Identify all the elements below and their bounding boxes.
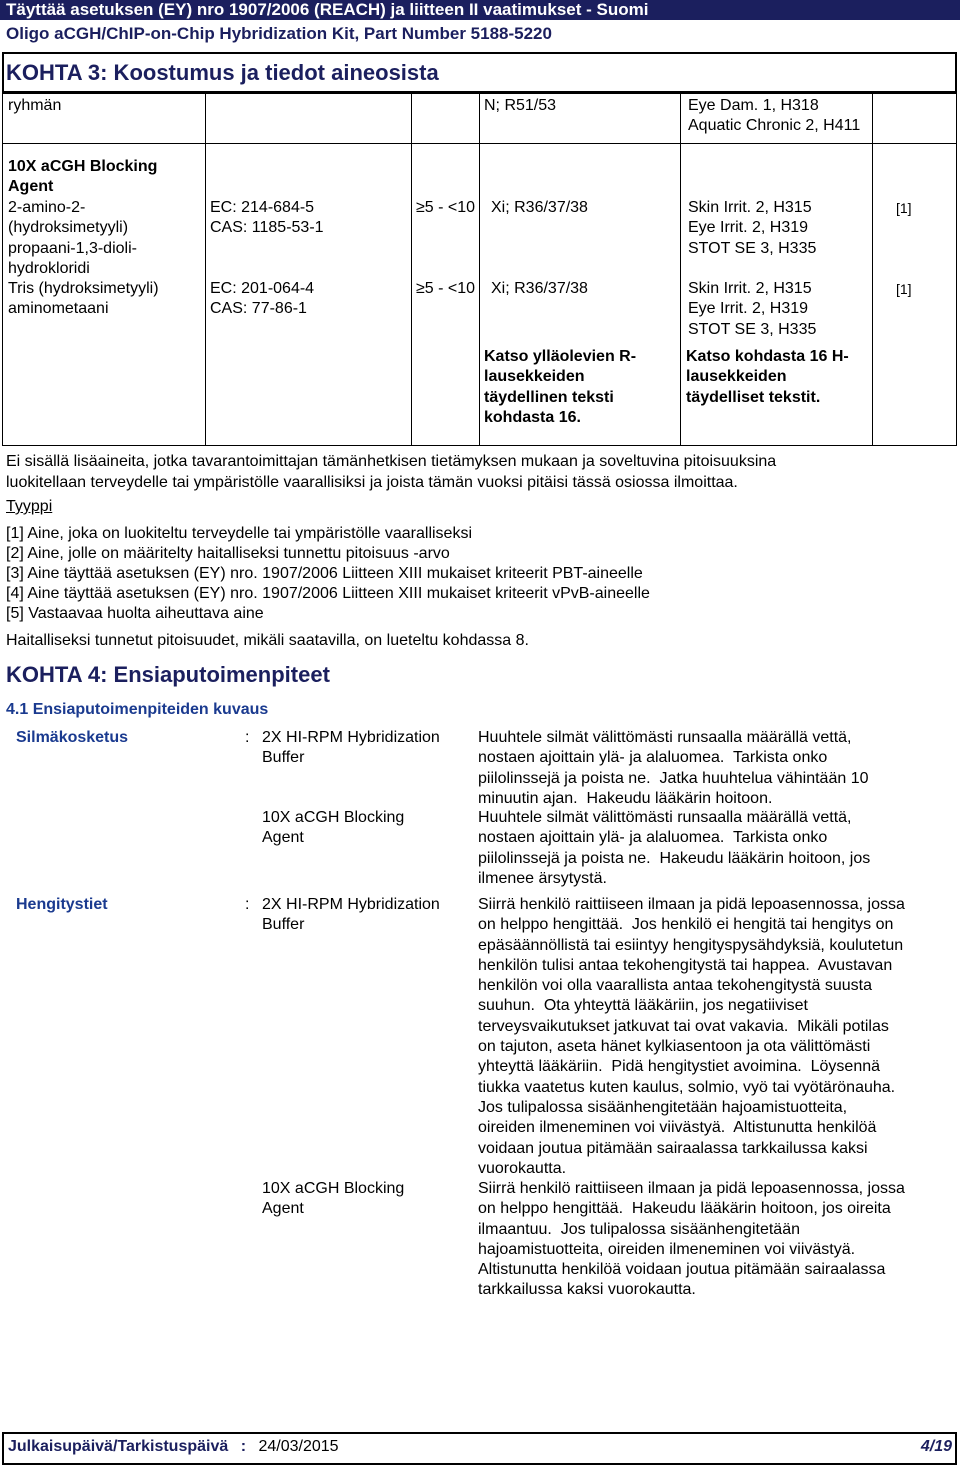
type-item: [3] Aine täyttää asetuksen (EY) nro. 1907/2006 Liitteen XIII mukaiset kriteerit PBT-aineelle bbox=[6, 565, 643, 582]
table-note-r-phrases: Katso ylläolevien R- lausekkeiden täydellinen teksti kohdasta 16. bbox=[484, 348, 637, 426]
footer-date-value: 24/03/2015 bbox=[258, 1438, 339, 1455]
table-cell-name: Tris (hydroksimetyyli) aminometaani bbox=[8, 280, 159, 318]
table-group-heading: 10X aCGH Blocking Agent bbox=[8, 158, 158, 196]
table-cell-ids: EC: 201-064-4 CAS: 77-86-1 bbox=[210, 280, 315, 318]
table-note-h-phrases: Katso kohdasta 16 H- lausekkeiden täydelliset tekstit. bbox=[686, 348, 849, 406]
footer-date-label: Julkaisupäivä/Tarkistuspäivä bbox=[8, 1438, 229, 1455]
table-cell-dsd: N; R51/53 bbox=[484, 97, 557, 114]
table-cell-type: [1] bbox=[896, 281, 912, 297]
table-col-divider bbox=[411, 93, 412, 446]
eye-contact-instructions: Huuhtele silmät välittömästi runsaalla määrällä vettä, nostaen ajoittain ylä- ja alaluomea. Tarkista onko piilolinssejä ja poista ne. Jatka huuhtelua vähintään 10 minuutin ajan. Hakeudu lääkärin hoitoon. bbox=[478, 729, 869, 807]
exposure-limits-note: Haitalliseksi tunnetut pitoisuudet, mikäli saatavilla, on lueteltu kohdassa 8. bbox=[6, 632, 529, 649]
section-3-title: KOHTA 3: Koostumus ja tiedot aineosista bbox=[6, 60, 439, 85]
product-name: 10X aCGH Blocking Agent bbox=[262, 1180, 405, 1218]
table-cell-concentration: ≥5 - <10 bbox=[416, 199, 476, 216]
eye-contact-label: Silmäkosketus bbox=[16, 729, 129, 746]
table-cell-dsd: Xi; R36/37/38 bbox=[491, 199, 588, 216]
table-cell-clp: Eye Dam. 1, H318 Aquatic Chronic 2, H411 bbox=[688, 97, 861, 135]
inhalation-instructions: Siirrä henkilö raittiiseen ilmaan ja pidä lepoasennossa, jossa on helppo hengittää. Jos henkilö ei hengitä tai hengitys on epäsäännöllistä tai esiintyy hengityspysähdyksiä, koulutetun henkilön tulisi antaa tekohengitystä tai happea. Avustavan henkilön voi olla vaarallista antaa tekohengitystä suusta suuhun. Ota yhteyttä lääkäriin, jos negatiiviset terveysvaikutukset jatkuvat tai ovat vakavia. Mikäli potilas on tajuton, aseta hänet kylkiasentoon ja ota välittömästi yhteyttä lääkäriin. Pidä hengitystiet avoimina. Löysennä tiukka vaatetus kuten kaulus, solmio, vyö tai vyötärönauha. Jos tulipalossa sisäänhengitetään hajoamistuotteita, oireiden ilmeneminen voi viivästyä. Altistunutta henkilöä voidaan joutua pitämään sairaalassa tarkkailussa kaksi vuorokautta. bbox=[478, 896, 905, 1177]
table-cell-name: ryhmän bbox=[8, 97, 62, 114]
page-number: 4/19 bbox=[920, 1438, 952, 1455]
composition-paragraph: Ei sisällä lisäaineita, jotka tavarantoimittajan tämänhetkisen tietämyksen mukaan ja soveltuvina pitoisuuksina luokitellaan terveydelle tai ympäristölle vaarallisiksi ja joista tämän vuoksi pitäisi tässä osiossa ilmoittaa. bbox=[6, 453, 777, 491]
type-heading: Tyyppi bbox=[6, 498, 53, 515]
label-colon: : bbox=[245, 729, 250, 746]
type-item: [1] Aine, joka on luokiteltu terveydelle tai ympäristölle vaaralliseksi bbox=[6, 525, 473, 542]
inhalation-instructions: Siirrä henkilö raittiiseen ilmaan ja pidä lepoasennossa, jossa on helppo hengittää. Hakeudu lääkärin hoitoon, jos oireita ilmaantuu. Jos tulipalossa sisäänhengitetään hajoamistuotteita, oireiden ilmeneminen voi viivästyä. Altistunutta henkilöä voidaan joutua pitämään sairaalassa tarkkailussa kaksi vuorokautta. bbox=[478, 1180, 905, 1299]
section-4-title: KOHTA 4: Ensiaputoimenpiteet bbox=[6, 662, 330, 687]
eye-contact-instructions: Huuhtele silmät välittömästi runsaalla määrällä vettä, nostaen ajoittain ylä- ja alaluomea. Tarkista onko piilolinssejä ja poista ne. Hakeudu lääkärin hoitoon, jos ilmenee ärsytystä. bbox=[478, 809, 871, 887]
footer-date bbox=[8, 1437, 339, 1457]
table-col-divider bbox=[479, 93, 480, 446]
table-col-divider bbox=[872, 93, 873, 446]
label-colon: : bbox=[245, 896, 250, 913]
document-title: Täyttää asetuksen (EY) nro 1907/2006 (REACH) ja liitteen II vaatimukset - Suomi bbox=[6, 0, 649, 19]
inhalation-label: Hengitystiet bbox=[16, 896, 108, 913]
table-col-divider bbox=[205, 93, 206, 446]
table-cell-ids: EC: 214-684-5 CAS: 1185-53-1 bbox=[210, 199, 324, 237]
table-row-divider bbox=[2, 143, 957, 144]
document-header-bar bbox=[0, 0, 960, 20]
product-name: 10X aCGH Blocking Agent bbox=[262, 809, 405, 847]
subsection-4-1-title: 4.1 Ensiaputoimenpiteiden kuvaus bbox=[6, 701, 269, 718]
table-col-divider bbox=[680, 93, 681, 446]
table-cell-clp: Skin Irrit. 2, H315 Eye Irrit. 2, H319 STOT SE 3, H335 bbox=[688, 280, 817, 338]
product-name: 2X HI-RPM Hybridization Buffer bbox=[262, 729, 440, 767]
product-name: 2X HI-RPM Hybridization Buffer bbox=[262, 896, 440, 934]
type-item: [5] Vastaavaa huolta aiheuttava aine bbox=[6, 605, 264, 622]
table-cell-concentration: ≥5 - <10 bbox=[416, 280, 476, 297]
type-item: [4] Aine täyttää asetuksen (EY) nro. 1907/2006 Liitteen XIII mukaiset kriteerit vPvB-aineelle bbox=[6, 585, 650, 602]
table-cell-type: [1] bbox=[896, 200, 912, 216]
table-cell-clp: Skin Irrit. 2, H315 Eye Irrit. 2, H319 STOT SE 3, H335 bbox=[688, 199, 817, 257]
footer-colon: : bbox=[240, 1438, 247, 1455]
product-subtitle: Oligo aCGH/ChIP-on-Chip Hybridization Kit, Part Number 5188-5220 bbox=[6, 24, 552, 43]
table-cell-name: 2-amino-2- (hydroksimetyyli) propaani-1,3-dioli- hydrokloridi bbox=[8, 199, 137, 277]
table-cell-dsd: Xi; R36/37/38 bbox=[491, 280, 588, 297]
type-item: [2] Aine, jolle on määritelty haitalliseksi tunnettu pitoisuus -arvo bbox=[6, 545, 450, 562]
